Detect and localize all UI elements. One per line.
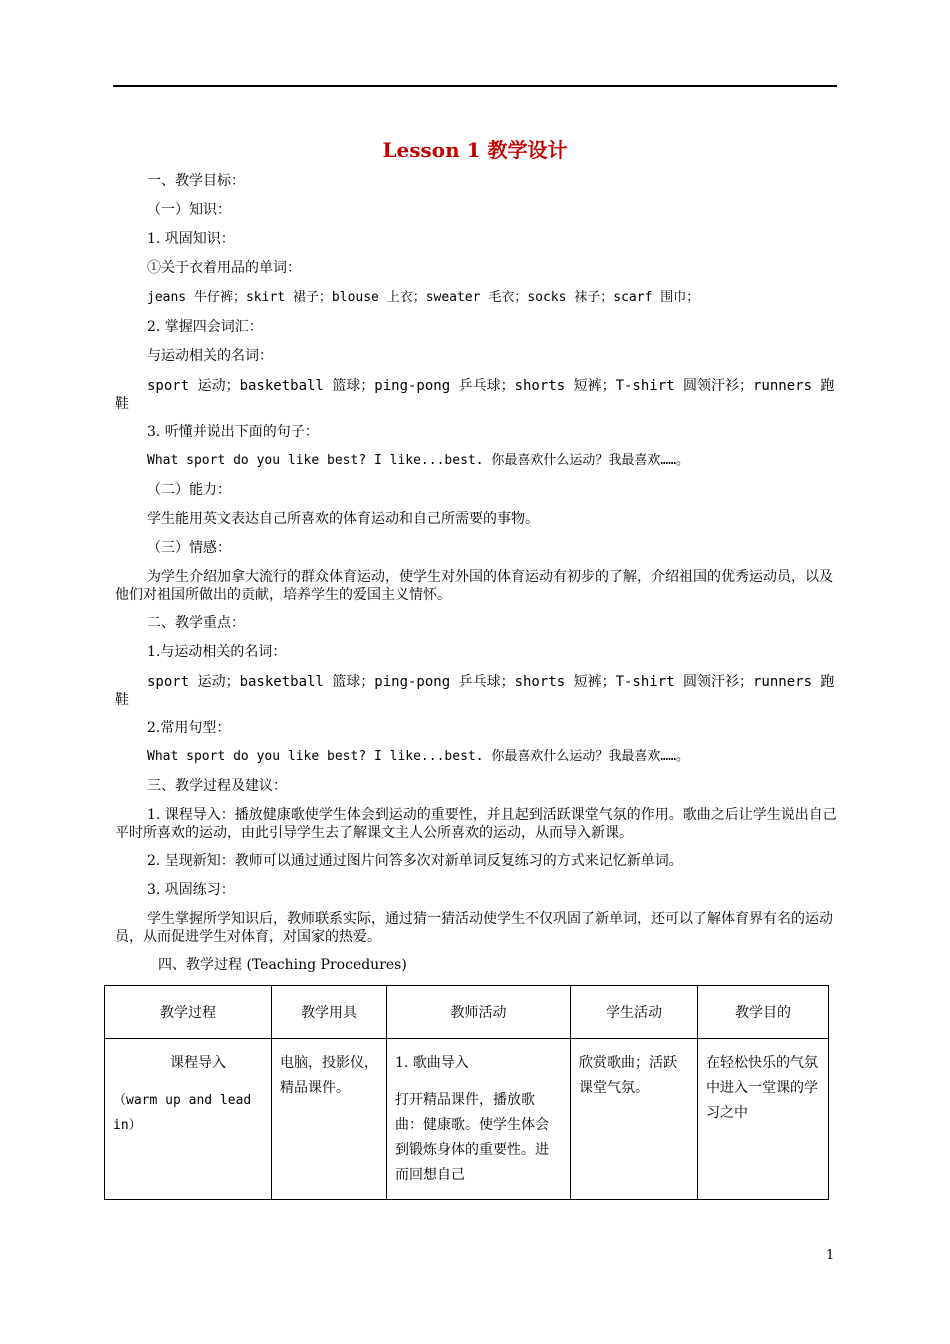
header-rule [113,85,837,87]
stage-name: 课程导入 [170,1055,226,1071]
sentence-line: What sport do you like best? I like...best. 你最喜欢什么运动？我最喜欢……。 [147,453,690,468]
paragraph: 1. 课程导入：播放健康歌使学生体会到运动的重要性，并且起到活跃课堂气氛的作用。歌曲之后让学生说出自己平时所喜欢的运动，由此引导学生去了解课文主人公所喜欢的运动，从而导入新课。 [115,807,837,841]
table-header-cell: 教学目的 [698,986,829,1039]
section-heading-process: 三、教学过程及建议： [147,778,287,794]
list-item: 1.与运动相关的名词： [147,644,287,660]
teacher-activity-title: 1. 歌曲导入 [395,1055,469,1071]
section-heading-objectives: 一、教学目标： [147,173,245,189]
paragraph: 为学生介绍加拿大流行的群众体育运动，使学生对外国的体育运动有初步的了解，介绍祖国的优秀运动员，以及他们对祖国所做出的贡献，培养学生的爱国主义情怀。 [115,569,833,603]
stage-name-en: （warm up and lead in） [113,1093,252,1133]
list-item: 1. 巩固知识： [147,231,235,247]
paragraph: 学生掌握所学知识后，教师联系实际，通过猜一猜活动使学生不仅巩固了新单词，还可以了解体育界有名的运动员，从而促进学生对体育，对国家的热爱。 [115,911,833,945]
table-header-row [105,986,829,1039]
list-item: 2.常用句型： [147,720,231,736]
section-heading-key-points: 二、教学重点： [147,615,245,631]
vocab-line: sport 运动；basketball 篮球；ping-pong 乒乓球；shorts 短裤；T-shirt 圆领汗衫；runners 跑鞋 [115,378,835,412]
paragraph: 学生能用英文表达自己所喜欢的体育运动和自己所需要的事物。 [147,511,539,527]
section-heading-procedures: 四、教学过程 (Teaching Procedures) [158,957,407,973]
table-header-cell: 学生活动 [571,986,698,1039]
list-item: 与运动相关的名词： [147,348,273,364]
procedures-table [104,985,829,1200]
table-row [105,1039,829,1200]
table-header-cell: 教师活动 [387,986,571,1039]
table-cell-tools: 电脑，投影仪，精品课件。 [272,1039,387,1200]
page-title: Lesson 1 教学设计 [382,138,568,162]
table-cell-teacher [387,1039,571,1200]
subheading-ability: （二）能力： [147,482,231,498]
vocab-line: sport 运动；basketball 篮球；ping-pong 乒乓球；shorts 短裤；T-shirt 圆领汗衫；runners 跑鞋 [115,674,835,708]
subheading-knowledge: （一）知识： [147,202,231,218]
teacher-activity-text: 打开精品课件，播放歌曲：健康歌。使学生体会到锻炼身体的重要性。进而回想自己 [395,1092,549,1183]
vocab-line: jeans 牛仔裤；skirt 裙子；blouse 上衣；sweater 毛衣；socks 袜子；scarf 围巾； [147,290,700,305]
table-cell-stage [105,1039,272,1200]
list-item: 3. 巩固练习： [147,882,235,898]
subheading-emotion: （三）情感： [147,540,231,556]
list-item: ①关于衣着用品的单词： [147,260,301,276]
list-item: 3. 听懂并说出下面的句子： [147,424,319,440]
table-header-cell: 教学用具 [272,986,387,1039]
table-cell-purpose: 在轻松快乐的气氛中进入一堂课的学习之中 [698,1039,829,1200]
sentence-line: What sport do you like best? I like...best. 你最喜欢什么运动？我最喜欢……。 [147,749,690,764]
page-number: 1 [826,1248,835,1263]
list-item: 2. 掌握四会词汇： [147,319,263,335]
table-cell-student: 欣赏歌曲；活跃课堂气氛。 [571,1039,698,1200]
table-header-cell: 教学过程 [105,986,272,1039]
paragraph: 2. 呈现新知：教师可以通过通过图片问答多次对新单词反复练习的方式来记忆新单词。 [147,853,683,869]
